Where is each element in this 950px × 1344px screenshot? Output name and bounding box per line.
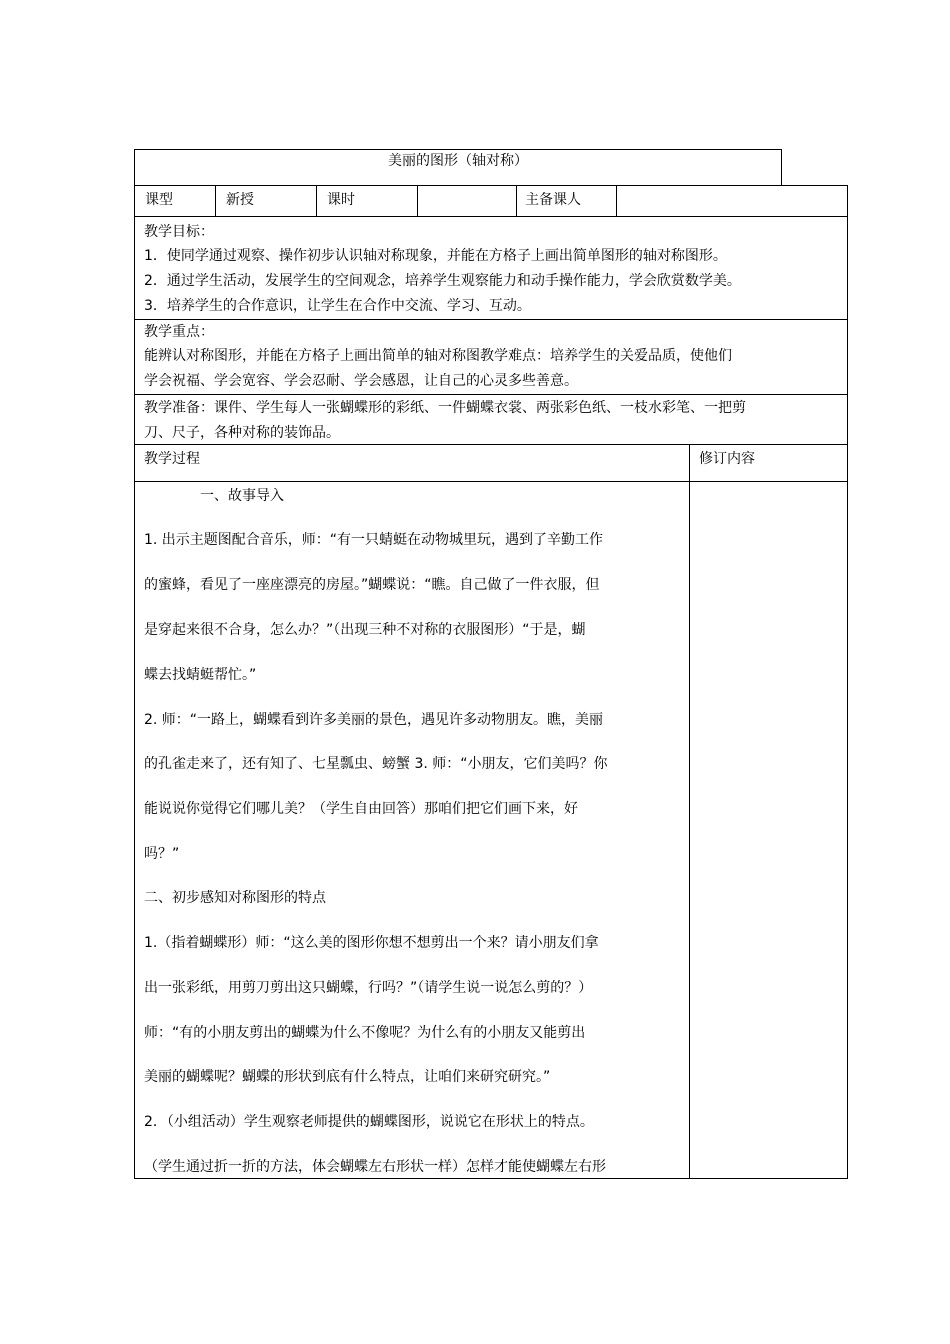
page-title: 美丽的图形（轴对称） — [388, 153, 528, 169]
objective-item: 1．使同学通过观察、操作初步认识轴对称现象，并能在方格子上画出简单图形的轴对称图形。 — [144, 248, 727, 264]
info-divider — [316, 185, 317, 217]
revision-header: 修订内容 — [699, 451, 755, 467]
objective-item: 2．通过学生活动，发展学生的空间观念，培养学生观察能力和动手操作能力，学会欣赏数学美。 — [144, 273, 741, 289]
info-divider — [215, 185, 216, 217]
process-line: 2．（小组活动）学生观察老师提供的蝴蝶图形，说说它在形状上的特点。 — [144, 1114, 594, 1130]
process-line: 吗？” — [144, 846, 180, 862]
class-hours-label: 课时 — [327, 192, 355, 208]
process-line: 1. 出示主题图配合音乐，师：“有一只蜻蜓在动物城里玩，遇到了辛勤工作 — [144, 532, 604, 548]
process-line: （学生通过折一折的方法，体会蝴蝶左右形状一样）怎样才能使蝴蝶左右形 — [144, 1159, 606, 1175]
course-type-value: 新授 — [226, 192, 254, 208]
key-points-line: 能辨认对称图形，并能在方格子上画出简单的轴对称图教学难点：培养学生的关爱品质，使他们 — [144, 348, 732, 364]
info-divider — [417, 185, 418, 217]
info-divider — [616, 185, 617, 217]
info-divider — [516, 185, 517, 217]
course-type-label: 课型 — [145, 192, 173, 208]
process-line: 一、故事导入 — [200, 488, 284, 504]
objectives-heading: 教学目标： — [144, 224, 214, 240]
objective-item: 3．培养学生的合作意识，让学生在合作中交流、学习、互动。 — [144, 298, 531, 314]
process-line: 是穿起来很不合身，怎么办？”（出现三种不对称的衣服图形）“于是，蝴 — [144, 622, 586, 638]
key-points-heading: 教学重点： — [144, 324, 214, 340]
process-line: 1.（指着蝴蝶形）师：“这么美的图形你想不想剪出一个来？请小朋友们拿 — [144, 935, 599, 951]
process-line: 二、初步感知对称图形的特点 — [144, 890, 326, 906]
preparation-line: 教学准备：课件、学生每人一张蝴蝶形的彩纸、一件蝴蝶衣裳、两张彩色纸、一枝水彩笔、一把剪 — [144, 400, 746, 416]
process-line: 能说说你觉得它们哪儿美？（学生自由回答）那咱们把它们画下来，好 — [144, 801, 578, 817]
process-header: 教学过程 — [144, 451, 200, 467]
process-line: 的孔雀走来了，还有知了、七星瓢虫、螃蟹 3. 师：“小朋友，它们美吗？你 — [144, 756, 608, 772]
process-line: 出一张彩纸，用剪刀剪出这只蝴蝶，行吗？”（请学生说一说怎么剪的？） — [144, 980, 593, 996]
lead-teacher-label: 主备课人 — [525, 192, 581, 208]
process-line: 师：“有的小朋友剪出的蝴蝶为什么不像呢？为什么有的小朋友又能剪出 — [144, 1025, 586, 1041]
process-line: 美丽的蝴蝶呢？蝴蝶的形状到底有什么特点，让咱们来研究研究。” — [144, 1069, 551, 1085]
process-line: 2. 师：“一路上，蝴蝶看到许多美丽的景色，遇见许多动物朋友。瞧，美丽 — [144, 712, 604, 728]
preparation-line: 刀、尺子，各种对称的装饰品。 — [144, 425, 340, 441]
process-line: 的蜜蜂，看见了一座座漂亮的房屋。”蝴蝶说：“瞧。自己做了一件衣服，但 — [144, 577, 600, 593]
key-points-line: 学会祝福、学会宽容、学会忍耐、学会感恩，让自己的心灵多些善意。 — [144, 373, 578, 389]
process-line: 蝶去找蜻蜓帮忙。” — [144, 667, 257, 683]
